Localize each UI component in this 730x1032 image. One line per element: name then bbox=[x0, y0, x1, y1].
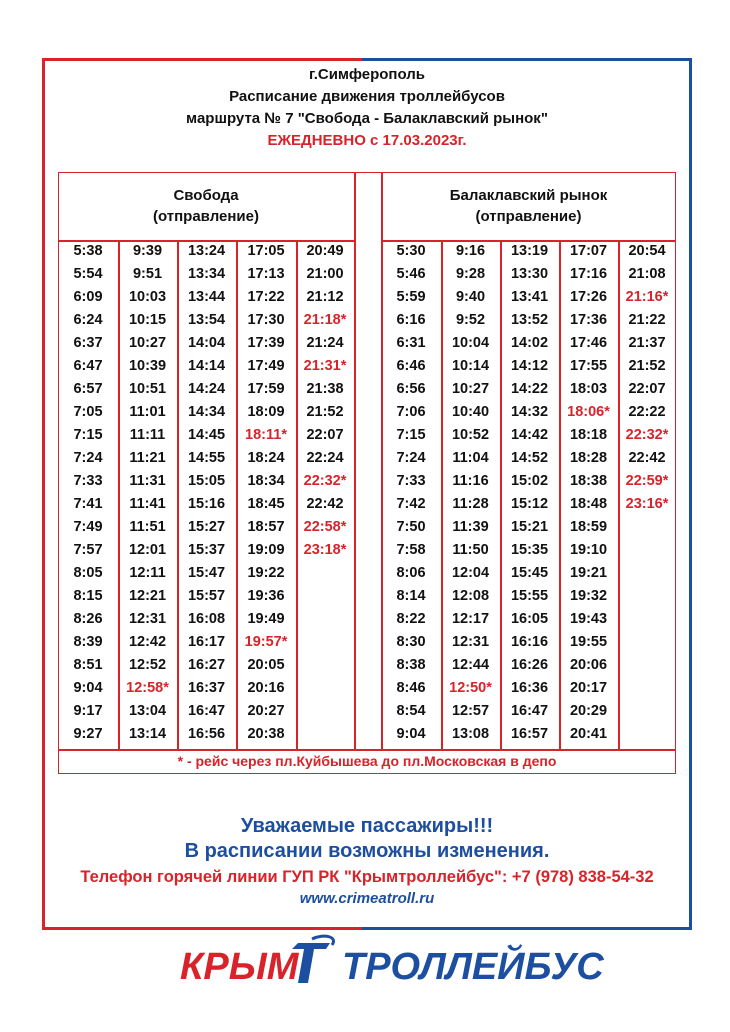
departure-time: 20:41 bbox=[569, 726, 608, 742]
departure-time: 11:01 bbox=[129, 404, 166, 420]
departure-time: 13:14 bbox=[128, 726, 167, 742]
departure-time: 7:41 bbox=[73, 496, 103, 512]
departure-time: 14:12 bbox=[510, 358, 549, 374]
departure-time: 9:40 bbox=[455, 289, 486, 305]
departure-time: 21:52 bbox=[628, 358, 666, 374]
hotline-text: Телефон горячей линии ГУП РК "Крымтроллейбус": +7 (978) 838-54-32 bbox=[80, 868, 654, 886]
departure-time: 17:26 bbox=[569, 289, 608, 305]
right-column-1 bbox=[381, 240, 441, 746]
right-column-3 bbox=[500, 240, 559, 746]
departure-time: 9:28 bbox=[455, 266, 486, 282]
departure-time: 10:27 bbox=[128, 335, 167, 351]
departure-time: 10:51 bbox=[128, 381, 167, 397]
departure-time: 13:44 bbox=[187, 289, 226, 305]
departure-time: 16:47 bbox=[510, 703, 549, 719]
departure-time: 9:04 bbox=[73, 680, 103, 696]
departure-time: 15:57 bbox=[187, 588, 226, 604]
departure-time: 16:56 bbox=[187, 726, 226, 742]
departure-time: 14:04 bbox=[187, 335, 226, 351]
logo-left-text: КРЫМ bbox=[180, 946, 299, 988]
departure-time: 15:27 bbox=[187, 519, 226, 535]
departure-time: 19:57* bbox=[244, 634, 288, 650]
departure-time: 5:54 bbox=[73, 266, 103, 282]
departure-time: 22:07 bbox=[628, 381, 666, 397]
right-section-title bbox=[381, 185, 676, 227]
departure-time: 19:09 bbox=[247, 542, 285, 558]
departure-time: 11:21 bbox=[129, 450, 166, 466]
departure-time: 18:34 bbox=[247, 473, 285, 489]
departure-time: 18:18 bbox=[569, 427, 608, 443]
departure-time: 7:49 bbox=[73, 519, 103, 535]
departure-time: 12:08 bbox=[451, 588, 490, 604]
departure-time: 11:31 bbox=[129, 473, 166, 489]
departure-time: 12:01 bbox=[128, 542, 167, 558]
left-section-title bbox=[58, 185, 354, 227]
departure-time: 7:50 bbox=[396, 519, 426, 535]
departure-time: 10:04 bbox=[451, 335, 490, 351]
departure-time: 19:22 bbox=[247, 565, 285, 581]
departure-time: 15:37 bbox=[187, 542, 226, 558]
departure-time: 10:40 bbox=[451, 404, 490, 420]
departure-time: 14:24 bbox=[187, 381, 226, 397]
departure-time: 12:44 bbox=[451, 657, 490, 673]
departure-time: 7:33 bbox=[73, 473, 103, 489]
departure-time: 16:26 bbox=[510, 657, 549, 673]
departure-time: 18:09 bbox=[247, 404, 285, 420]
departure-time: 14:42 bbox=[510, 427, 549, 443]
departure-time: 7:06 bbox=[396, 404, 426, 420]
notice-greeting: Уважаемые пассажиры!!! bbox=[240, 815, 494, 837]
departure-time: 8:46 bbox=[396, 680, 426, 696]
departure-time: 7:24 bbox=[396, 450, 426, 466]
departure-time: 12:21 bbox=[128, 588, 167, 604]
departure-time: 12:50* bbox=[449, 680, 492, 696]
crimeatroll-logo bbox=[180, 935, 604, 990]
departure-time: 21:37 bbox=[628, 335, 666, 351]
departure-time: 11:04 bbox=[452, 450, 489, 466]
departure-time: 13:34 bbox=[187, 266, 226, 282]
left-column-4 bbox=[236, 240, 296, 746]
departure-time: 9:39 bbox=[132, 243, 163, 259]
departure-time: 18:06* bbox=[567, 404, 610, 420]
departure-time: 8:05 bbox=[73, 565, 103, 581]
departure-time: 12:42 bbox=[128, 634, 167, 650]
right-column-4 bbox=[559, 240, 618, 746]
logo-right-text: ТРОЛЛЕЙБУС bbox=[342, 946, 604, 988]
departure-time: 8:39 bbox=[73, 634, 103, 650]
departure-time: 17:13 bbox=[247, 266, 285, 282]
departure-time: 9:27 bbox=[73, 726, 103, 742]
departure-time: 15:05 bbox=[187, 473, 226, 489]
departure-time: 18:03 bbox=[569, 381, 608, 397]
departure-time: 5:30 bbox=[396, 243, 426, 259]
departure-time: 20:05 bbox=[247, 657, 285, 673]
departure-time: 15:55 bbox=[510, 588, 549, 604]
departure-time: 13:08 bbox=[451, 726, 490, 742]
gap-divider-left bbox=[354, 172, 356, 750]
departure-time: 7:15 bbox=[396, 427, 426, 443]
departure-time: 18:57 bbox=[247, 519, 285, 535]
departure-time: 13:54 bbox=[187, 312, 226, 328]
departure-time: 18:48 bbox=[569, 496, 608, 512]
departure-time: 21:31* bbox=[303, 358, 347, 374]
departure-time: 9:52 bbox=[455, 312, 486, 328]
departure-time: 14:22 bbox=[510, 381, 549, 397]
departure-time: 8:51 bbox=[73, 657, 103, 673]
departure-time: 16:37 bbox=[187, 680, 226, 696]
departure-time: 6:16 bbox=[396, 312, 426, 328]
departure-time: 9:51 bbox=[132, 266, 163, 282]
departure-time: 7:05 bbox=[73, 404, 103, 420]
departure-time: 22:58* bbox=[303, 519, 347, 535]
departure-time: 5:59 bbox=[396, 289, 426, 305]
departure-time: 11:51 bbox=[129, 519, 166, 535]
departure-time: 10:15 bbox=[128, 312, 167, 328]
departure-time: 6:37 bbox=[73, 335, 103, 351]
departure-time: 17:22 bbox=[247, 289, 285, 305]
departure-time: 13:24 bbox=[187, 243, 226, 259]
departure-time: 8:22 bbox=[396, 611, 426, 627]
departure-time: 22:32* bbox=[303, 473, 347, 489]
departure-time: 11:39 bbox=[452, 519, 489, 535]
departure-time: 7:24 bbox=[73, 450, 103, 466]
left-column-2 bbox=[118, 240, 177, 746]
departure-time: 13:52 bbox=[510, 312, 549, 328]
departure-time: 15:12 bbox=[510, 496, 549, 512]
departure-time: 16:27 bbox=[187, 657, 226, 673]
departure-time: 8:26 bbox=[73, 611, 103, 627]
departure-time: 20:16 bbox=[247, 680, 285, 696]
departure-time: 21:12 bbox=[306, 289, 344, 305]
departure-time: 17:59 bbox=[247, 381, 285, 397]
departure-time: 11:28 bbox=[452, 496, 489, 512]
departure-time: 18:28 bbox=[569, 450, 608, 466]
right-stop-name: Балаклавский рынок bbox=[449, 187, 608, 204]
departure-time: 6:31 bbox=[396, 335, 426, 351]
departure-time: 13:04 bbox=[128, 703, 167, 719]
departure-time: 19:55 bbox=[569, 634, 608, 650]
departure-time: 18:45 bbox=[247, 496, 285, 512]
departure-time: 6:47 bbox=[73, 358, 103, 374]
departure-time: 16:05 bbox=[510, 611, 549, 627]
departure-time: 11:16 bbox=[452, 473, 489, 489]
departure-time: 7:15 bbox=[73, 427, 103, 443]
departure-time: 10:27 bbox=[451, 381, 490, 397]
departure-time: 15:16 bbox=[187, 496, 226, 512]
left-column-5 bbox=[296, 240, 354, 562]
departure-time: 9:17 bbox=[73, 703, 103, 719]
departure-time: 10:14 bbox=[451, 358, 490, 374]
departure-time: 14:32 bbox=[510, 404, 549, 420]
departure-time: 16:47 bbox=[187, 703, 226, 719]
departure-time: 13:19 bbox=[510, 243, 549, 259]
departure-time: 14:14 bbox=[187, 358, 226, 374]
departure-time: 23:16* bbox=[625, 496, 669, 512]
departure-time: 21:08 bbox=[628, 266, 666, 282]
departure-time: 15:21 bbox=[510, 519, 549, 535]
departure-time: 18:38 bbox=[569, 473, 608, 489]
departure-time: 16:17 bbox=[187, 634, 226, 650]
departure-time: 8:15 bbox=[73, 588, 103, 604]
departure-time: 20:38 bbox=[247, 726, 285, 742]
departure-time: 18:59 bbox=[569, 519, 608, 535]
departure-time: 12:57 bbox=[451, 703, 490, 719]
departure-time: 12:58* bbox=[126, 680, 169, 696]
departure-time: 12:17 bbox=[451, 611, 490, 627]
departure-time: 15:02 bbox=[510, 473, 549, 489]
notice-changes: В расписании возможны изменения. bbox=[184, 840, 550, 862]
departure-time: 17:46 bbox=[569, 335, 608, 351]
departure-time: 12:31 bbox=[451, 634, 490, 650]
departure-time: 7:42 bbox=[396, 496, 426, 512]
departure-time: 15:35 bbox=[510, 542, 549, 558]
departure-time: 22:42 bbox=[306, 496, 344, 512]
departure-time: 8:14 bbox=[396, 588, 426, 604]
footnote: * - рейс через пл.Куйбышева до пл.Московская в депо bbox=[177, 753, 557, 769]
departure-time: 18:11* bbox=[245, 427, 287, 443]
departure-time: 20:49 bbox=[306, 243, 344, 259]
departure-time: 19:49 bbox=[247, 611, 285, 627]
departure-time: 6:24 bbox=[73, 312, 103, 328]
departure-time: 11:41 bbox=[129, 496, 166, 512]
departure-time: 5:38 bbox=[73, 243, 103, 259]
departure-time: 21:00 bbox=[306, 266, 344, 282]
departure-time: 22:42 bbox=[628, 450, 666, 466]
departure-time: 7:58 bbox=[396, 542, 426, 558]
departure-time: 22:24 bbox=[306, 450, 344, 466]
departure-time: 17:30 bbox=[247, 312, 285, 328]
departure-time: 17:05 bbox=[247, 243, 285, 259]
departure-time: 12:52 bbox=[128, 657, 167, 673]
departure-time: 19:21 bbox=[569, 565, 608, 581]
departure-time: 8:38 bbox=[396, 657, 426, 673]
departure-time: 8:30 bbox=[396, 634, 426, 650]
right-stop-subtitle: (отправление) bbox=[475, 208, 582, 225]
departure-time: 21:16* bbox=[625, 289, 669, 305]
departure-time: 21:38 bbox=[306, 381, 344, 397]
right-column-5 bbox=[618, 240, 676, 516]
departure-time: 15:45 bbox=[510, 565, 549, 581]
departure-time: 22:32* bbox=[625, 427, 669, 443]
departure-time: 19:32 bbox=[569, 588, 608, 604]
left-column-3 bbox=[177, 240, 236, 746]
departure-time: 13:30 bbox=[510, 266, 549, 282]
departure-time: 7:33 bbox=[396, 473, 426, 489]
departure-time: 22:07 bbox=[306, 427, 344, 443]
departure-time: 10:39 bbox=[128, 358, 167, 374]
departure-time: 6:57 bbox=[73, 381, 103, 397]
departure-time: 12:31 bbox=[128, 611, 167, 627]
departure-time: 19:43 bbox=[569, 611, 608, 627]
departure-time: 8:06 bbox=[396, 565, 426, 581]
departure-time: 17:36 bbox=[569, 312, 608, 328]
departure-time: 19:10 bbox=[569, 542, 608, 558]
departure-time: 12:04 bbox=[451, 565, 490, 581]
departure-time: 16:57 bbox=[510, 726, 549, 742]
departure-time: 17:39 bbox=[247, 335, 285, 351]
departure-time: 6:56 bbox=[396, 381, 426, 397]
departure-time: 20:29 bbox=[569, 703, 608, 719]
departure-time: 21:22 bbox=[628, 312, 666, 328]
left-column-1 bbox=[58, 240, 118, 746]
departure-time: 21:18* bbox=[303, 312, 347, 328]
departure-time: 14:52 bbox=[510, 450, 549, 466]
departure-time: 22:22 bbox=[628, 404, 666, 420]
departure-time: 16:36 bbox=[510, 680, 549, 696]
city-heading: г.Симферополь bbox=[308, 66, 426, 83]
validity-date: ЕЖЕДНЕВНО с 17.03.2023г. bbox=[267, 132, 467, 149]
departure-time: 23:18* bbox=[303, 542, 347, 558]
departure-time: 13:41 bbox=[510, 289, 549, 305]
departure-time: 14:55 bbox=[187, 450, 226, 466]
departure-time: 16:16 bbox=[510, 634, 549, 650]
departure-time: 17:07 bbox=[569, 243, 608, 259]
departure-time: 11:50 bbox=[452, 542, 489, 558]
departure-time: 9:16 bbox=[455, 243, 486, 259]
departure-time: 10:52 bbox=[451, 427, 490, 443]
departure-time: 20:17 bbox=[569, 680, 608, 696]
route-title: маршрута № 7 "Свобода - Балаклавский рынок" bbox=[186, 110, 548, 127]
departure-time: 14:34 bbox=[187, 404, 226, 420]
departure-time: 8:54 bbox=[396, 703, 426, 719]
departure-time: 5:46 bbox=[396, 266, 426, 282]
website-link[interactable]: www.crimeatroll.ru bbox=[299, 890, 435, 907]
departure-time: 11:11 bbox=[129, 427, 166, 443]
departure-time: 18:24 bbox=[247, 450, 285, 466]
departure-time: 12:11 bbox=[129, 565, 166, 581]
departure-time: 21:52 bbox=[306, 404, 344, 420]
departure-time: 14:45 bbox=[187, 427, 226, 443]
departure-time: 6:46 bbox=[396, 358, 426, 374]
schedule-title: Расписание движения троллейбусов bbox=[229, 88, 505, 105]
departure-time: 17:55 bbox=[569, 358, 608, 374]
departure-time: 6:09 bbox=[73, 289, 103, 305]
departure-time: 10:03 bbox=[128, 289, 167, 305]
left-stop-name: Свобода bbox=[173, 187, 239, 204]
departure-time: 20:27 bbox=[247, 703, 285, 719]
left-stop-subtitle: (отправление) bbox=[152, 208, 259, 225]
departure-time: 22:59* bbox=[625, 473, 669, 489]
departure-time: 20:06 bbox=[569, 657, 608, 673]
departure-time: 17:49 bbox=[247, 358, 285, 374]
departure-time: 21:24 bbox=[306, 335, 344, 351]
departure-time: 19:36 bbox=[247, 588, 285, 604]
departure-time: 20:54 bbox=[628, 243, 666, 259]
right-column-2 bbox=[441, 240, 500, 746]
departure-time: 9:04 bbox=[396, 726, 426, 742]
departure-time: 17:16 bbox=[569, 266, 608, 282]
departure-time: 16:08 bbox=[187, 611, 226, 627]
departure-time: 7:57 bbox=[73, 542, 103, 558]
departure-time: 14:02 bbox=[510, 335, 549, 351]
departure-time: 15:47 bbox=[187, 565, 226, 581]
